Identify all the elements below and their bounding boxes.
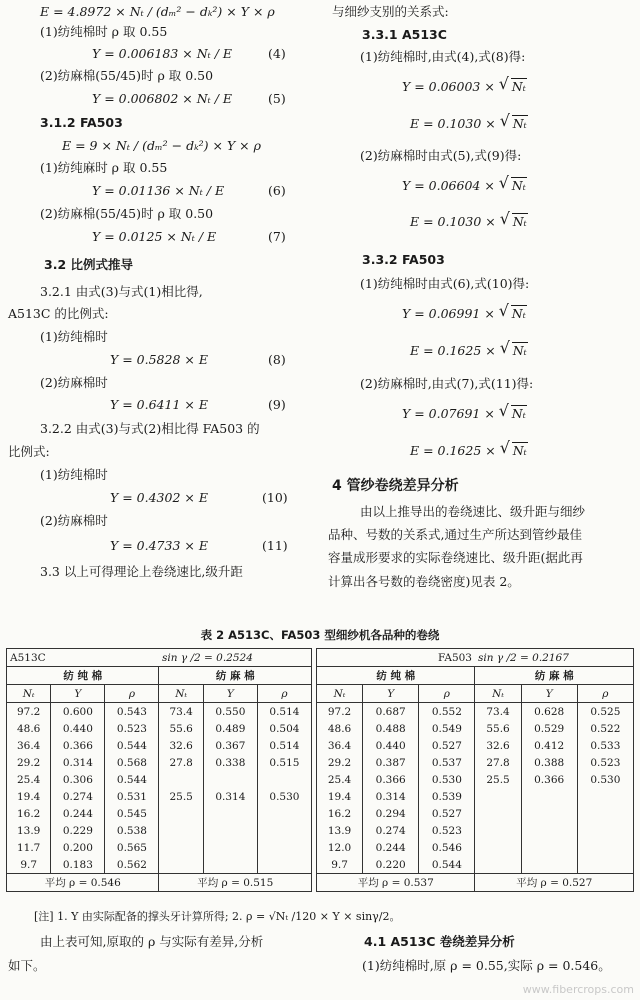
watermark: www.fibercrops.com	[522, 983, 634, 996]
table-cell-pure: 29.2	[7, 754, 51, 771]
table-cell-pure: 97.2	[317, 703, 363, 721]
equation-number: (11)	[262, 538, 288, 553]
table-cell-blend	[475, 856, 521, 874]
table-cell-pure: 36.4	[317, 737, 363, 754]
table-caption: 表 2 A513C、FA503 型细纱机各品种的卷绕	[200, 628, 440, 642]
equation-e-fa503-pure: E = 0.1625 × √ Nₜ	[410, 343, 528, 359]
table-row	[317, 839, 634, 856]
column-header: Nₜ	[7, 685, 51, 703]
equation-5: Y = 0.006802 × Nₜ / E	[92, 91, 233, 106]
paragraph-line: 容量成形要求的实际卷绕速比、级升距(据此再	[328, 550, 583, 565]
equation-e-a513c-pure: E = 0.1030 × √ Nₜ	[410, 116, 528, 132]
equation-number: (7)	[268, 229, 286, 244]
table-row	[7, 720, 312, 737]
table-cell-pure: 0.440	[363, 737, 419, 754]
equation-y-a513c-blend: Y = 0.06604 × √ Nₜ	[402, 178, 527, 194]
section-heading: 3.3.1 A513C	[362, 27, 447, 42]
table-cell-pure: 0.544	[105, 737, 159, 754]
text-line: (1)纺纯棉时	[40, 467, 108, 482]
paragraph-line: 3.2.2 由式(3)与式(2)相比得 FA503 的	[40, 421, 260, 436]
table-cell-pure: 0.244	[51, 805, 105, 822]
table-cell-blend	[577, 822, 633, 839]
table-cell-pure: 0.549	[419, 720, 475, 737]
column-group-header: 纺 纯 棉	[7, 667, 159, 685]
table-row	[317, 703, 634, 721]
section-heading: 3.3.2 FA503	[362, 252, 445, 267]
column-header: ρ	[419, 685, 475, 703]
table-cell-pure: 0.183	[51, 856, 105, 874]
table-cell-pure: 13.9	[7, 822, 51, 839]
table-cell-blend	[475, 822, 521, 839]
table-cell-blend: 0.514	[257, 737, 311, 754]
table-cell-pure: 0.687	[363, 703, 419, 721]
table-cell-pure: 0.527	[419, 737, 475, 754]
table-average: 平均 ρ = 0.546	[7, 874, 159, 892]
table-row	[317, 754, 634, 771]
table-cell-pure: 0.527	[419, 805, 475, 822]
equation-7: Y = 0.0125 × Nₜ / E	[92, 229, 217, 244]
table-cell-blend: 0.489	[203, 720, 257, 737]
table-row	[7, 856, 312, 874]
table-cell-blend: 0.530	[257, 788, 311, 805]
text-line: (1)纺纯棉时,由式(4),式(8)得:	[360, 49, 526, 64]
equation-11: Y = 0.4733 × E	[110, 538, 208, 553]
table-cell-pure: 12.0	[317, 839, 363, 856]
table-cell-pure: 0.314	[363, 788, 419, 805]
table-row	[7, 771, 312, 788]
table-cell-blend	[257, 771, 311, 788]
table-cell-pure: 0.530	[419, 771, 475, 788]
text-line: (2)纺麻棉时	[40, 375, 108, 390]
text-line: (1)纺纯棉时 ρ 取 0.55	[40, 24, 168, 39]
table-cell-pure: 11.7	[7, 839, 51, 856]
equation-8: Y = 0.5828 × E	[110, 352, 208, 367]
table-cell-pure: 0.244	[363, 839, 419, 856]
table-row	[7, 703, 312, 721]
text-line: (1)纺纯棉时由式(6),式(10)得:	[360, 276, 530, 291]
column-header: ρ	[257, 685, 311, 703]
equation-number: (6)	[268, 183, 286, 198]
table-cell-pure: 9.7	[317, 856, 363, 874]
table-param: sin γ /2 = 0.2524	[159, 649, 312, 667]
table-cell-pure: 0.523	[419, 822, 475, 839]
table-cell-blend	[159, 822, 203, 839]
table-cell-blend: 0.514	[257, 703, 311, 721]
table-cell-blend: 0.367	[203, 737, 257, 754]
paragraph-line: 如下。	[8, 958, 46, 973]
table-cell-blend: 0.515	[257, 754, 311, 771]
table-cell-blend: 27.8	[159, 754, 203, 771]
table-cell-blend: 0.628	[521, 703, 577, 721]
table-cell-blend: 0.533	[577, 737, 633, 754]
table-cell-pure: 0.274	[51, 788, 105, 805]
equation-number: (5)	[268, 91, 286, 106]
equation-y-a513c-pure: Y = 0.06003 × √ Nₜ	[402, 79, 527, 95]
text-line: (2)纺麻棉时由式(5),式(9)得:	[360, 148, 522, 163]
table-cell-blend	[203, 839, 257, 856]
text-line: (2)纺麻棉(55/45)时 ρ 取 0.50	[40, 206, 214, 221]
table-cell-blend: 0.314	[203, 788, 257, 805]
table-cell-pure: 19.4	[317, 788, 363, 805]
table-cell-blend	[257, 805, 311, 822]
table-cell-blend: 0.525	[577, 703, 633, 721]
table-cell-blend: 73.4	[475, 703, 521, 721]
table-cell-blend	[159, 839, 203, 856]
equation-number: (9)	[268, 397, 286, 412]
text-line: (2)纺麻棉时,由式(7),式(11)得:	[360, 376, 534, 391]
table-cell-pure: 0.539	[419, 788, 475, 805]
table-cell-blend: 0.522	[577, 720, 633, 737]
formula-e-fa503: E = 9 × Nₜ / (dₘ² − dₖ²) × Y × ρ	[62, 138, 261, 153]
table-row	[317, 856, 634, 874]
table-cell-pure: 97.2	[7, 703, 51, 721]
text-line: (1)纺纯棉时	[40, 329, 108, 344]
column-header: Y	[521, 685, 577, 703]
table-row	[317, 720, 634, 737]
table-cell-blend	[475, 839, 521, 856]
table-cell-pure: 0.545	[105, 805, 159, 822]
table-cell-pure: 0.440	[51, 720, 105, 737]
table-cell-pure: 0.314	[51, 754, 105, 771]
table-cell-blend: 0.550	[203, 703, 257, 721]
table-body	[317, 703, 634, 874]
table-title: A513C	[7, 649, 159, 667]
table-cell-blend	[577, 788, 633, 805]
equation-e-fa503-blend: E = 0.1625 × √ Nₜ	[410, 443, 528, 459]
column-header: Y	[363, 685, 419, 703]
table-row	[317, 822, 634, 839]
table-cell-blend	[475, 805, 521, 822]
table-average: 平均 ρ = 0.515	[159, 874, 312, 892]
equation-number: (4)	[268, 46, 286, 61]
column-header: Nₜ	[317, 685, 363, 703]
table-cell-pure: 0.568	[105, 754, 159, 771]
table-row	[317, 737, 634, 754]
paragraph-line: 品种、号数的关系式,通过生产所达到管纱最佳	[328, 527, 582, 542]
table-cell-pure: 0.387	[363, 754, 419, 771]
table-cell-pure: 0.546	[419, 839, 475, 856]
table-cell-pure: 0.488	[363, 720, 419, 737]
table-cell-pure: 48.6	[317, 720, 363, 737]
column-header: Nₜ	[159, 685, 203, 703]
table-cell-pure: 0.200	[51, 839, 105, 856]
table-cell-blend	[521, 805, 577, 822]
table-cell-pure: 19.4	[7, 788, 51, 805]
table-cell-pure: 0.229	[51, 822, 105, 839]
table-a513c	[6, 648, 312, 892]
table-cell-pure: 0.366	[363, 771, 419, 788]
table-cell-pure: 0.538	[105, 822, 159, 839]
table-cell-pure: 0.537	[419, 754, 475, 771]
table-cell-pure: 0.600	[51, 703, 105, 721]
table-cell-pure: 0.294	[363, 805, 419, 822]
equation-y-fa503-pure: Y = 0.06991 × √ Nₜ	[402, 306, 527, 322]
table-cell-blend: 25.5	[475, 771, 521, 788]
column-header: ρ	[577, 685, 633, 703]
table-cell-blend: 0.530	[577, 771, 633, 788]
table-row	[7, 839, 312, 856]
table-body	[7, 703, 312, 874]
table-cell-pure: 0.552	[419, 703, 475, 721]
table-cell-pure: 29.2	[317, 754, 363, 771]
equation-y-fa503-blend: Y = 0.07691 × √ Nₜ	[402, 406, 527, 422]
table-cell-blend	[159, 805, 203, 822]
table-cell-blend	[475, 788, 521, 805]
table-cell-blend	[203, 805, 257, 822]
table-cell-blend	[521, 856, 577, 874]
section-heading: 3.1.2 FA503	[40, 115, 123, 130]
paragraph-line: 与细纱支别的关系式:	[332, 4, 449, 19]
table-cell-pure: 0.565	[105, 839, 159, 856]
section-heading: 3.2 比例式推导	[44, 257, 133, 272]
equation-number: (8)	[268, 352, 286, 367]
table-cell-blend: 0.338	[203, 754, 257, 771]
formula-e-a513c: E = 4.8972 × Nₜ / (dₘ² − dₖ²) × Y × ρ	[40, 4, 275, 19]
table-cell-blend	[521, 788, 577, 805]
column-group-header: 纺 纯 棉	[317, 667, 475, 685]
table-cell-pure: 13.9	[317, 822, 363, 839]
column-header: ρ	[105, 685, 159, 703]
table-fa503	[316, 648, 634, 892]
table-cell-blend	[521, 839, 577, 856]
table-cell-blend: 55.6	[159, 720, 203, 737]
section-heading: 4 管纱卷绕差异分析	[332, 478, 459, 494]
section-heading: 4.1 A513C 卷绕差异分析	[364, 934, 515, 949]
paragraph-line: 3.2.1 由式(3)与式(1)相比得,	[40, 284, 203, 299]
table-cell-blend	[577, 839, 633, 856]
table-cell-blend: 0.366	[521, 771, 577, 788]
table-row	[317, 788, 634, 805]
column-header: Y	[203, 685, 257, 703]
equation-4: Y = 0.006183 × Nₜ / E	[92, 46, 233, 61]
table-cell-pure: 25.4	[7, 771, 51, 788]
paragraph-line: 由上表可知,原取的 ρ 与实际有差异,分析	[40, 934, 264, 949]
paragraph-line: 计算出各号数的卷绕密度)见表 2。	[328, 574, 520, 589]
text-line: (1)纺纯麻时 ρ 取 0.55	[40, 160, 168, 175]
table-cell-blend	[203, 856, 257, 874]
column-header: Nₜ	[475, 685, 521, 703]
table-cell-pure: 16.2	[317, 805, 363, 822]
paragraph-line: 比例式:	[8, 444, 50, 459]
table-cell-blend: 25.5	[159, 788, 203, 805]
table-row	[7, 805, 312, 822]
table-cell-blend: 32.6	[159, 737, 203, 754]
table-cell-blend: 0.504	[257, 720, 311, 737]
table-title: FA503	[317, 649, 475, 667]
table-cell-blend	[257, 856, 311, 874]
table-cell-blend: 55.6	[475, 720, 521, 737]
equation-e-a513c-blend: E = 0.1030 × √ Nₜ	[410, 214, 528, 230]
table-cell-blend: 0.523	[577, 754, 633, 771]
table-cell-pure: 0.544	[419, 856, 475, 874]
table-cell-blend	[577, 856, 633, 874]
column-header: Y	[51, 685, 105, 703]
table-cell-pure: 16.2	[7, 805, 51, 822]
paragraph-line: A513C 的比例式:	[8, 306, 109, 321]
table-cell-blend	[257, 822, 311, 839]
column-group-header: 纺 麻 棉	[159, 667, 312, 685]
table-row	[7, 788, 312, 805]
table-cell-pure: 0.543	[105, 703, 159, 721]
table-row	[7, 737, 312, 754]
table-cell-blend: 27.8	[475, 754, 521, 771]
table-cell-pure: 25.4	[317, 771, 363, 788]
table-cell-pure: 0.220	[363, 856, 419, 874]
table-cell-blend	[577, 805, 633, 822]
table-cell-blend: 0.388	[521, 754, 577, 771]
table-cell-pure: 0.306	[51, 771, 105, 788]
table-row	[7, 822, 312, 839]
table-cell-blend	[257, 839, 311, 856]
table-cell-pure: 0.366	[51, 737, 105, 754]
paragraph-line: (1)纺纯棉时,原 ρ = 0.55,实际 ρ = 0.546。	[362, 958, 611, 973]
table-cell-pure: 36.4	[7, 737, 51, 754]
table-note: [注] 1. Y 由实际配备的撑头牙计算所得; 2. ρ = √Nₜ /120 × Y × sinγ/2。	[34, 910, 401, 923]
equation-10: Y = 0.4302 × E	[110, 490, 208, 505]
equation-9: Y = 0.6411 × E	[110, 397, 208, 412]
table-cell-pure: 48.6	[7, 720, 51, 737]
table-param: sin γ /2 = 0.2167	[475, 649, 634, 667]
table-cell-blend	[159, 856, 203, 874]
table-average: 平均 ρ = 0.537	[317, 874, 475, 892]
table-cell-blend: 32.6	[475, 737, 521, 754]
table-cell-pure: 0.523	[105, 720, 159, 737]
table-cell-blend	[203, 822, 257, 839]
table-cell-pure: 0.562	[105, 856, 159, 874]
text-line: (2)纺麻棉(55/45)时 ρ 取 0.50	[40, 68, 214, 83]
table-cell-blend: 0.529	[521, 720, 577, 737]
table-cell-blend	[159, 771, 203, 788]
table-cell-blend	[203, 771, 257, 788]
table-cell-pure: 0.531	[105, 788, 159, 805]
table-row	[317, 771, 634, 788]
table-cell-pure: 0.274	[363, 822, 419, 839]
table-average: 平均 ρ = 0.527	[475, 874, 634, 892]
column-group-header: 纺 麻 棉	[475, 667, 634, 685]
equation-number: (10)	[262, 490, 288, 505]
paragraph-line: 3.3 以上可得理论上卷绕速比,级升距	[40, 564, 243, 579]
equation-6: Y = 0.01136 × Nₜ / E	[92, 183, 225, 198]
table-row	[317, 805, 634, 822]
table-cell-blend: 0.412	[521, 737, 577, 754]
table-cell-blend	[521, 822, 577, 839]
table-row	[7, 754, 312, 771]
table-cell-blend: 73.4	[159, 703, 203, 721]
paragraph-line: 由以上推导出的卷绕速比、级升距与细纱	[360, 504, 586, 519]
text-line: (2)纺麻棉时	[40, 513, 108, 528]
table-cell-pure: 9.7	[7, 856, 51, 874]
table-cell-pure: 0.544	[105, 771, 159, 788]
